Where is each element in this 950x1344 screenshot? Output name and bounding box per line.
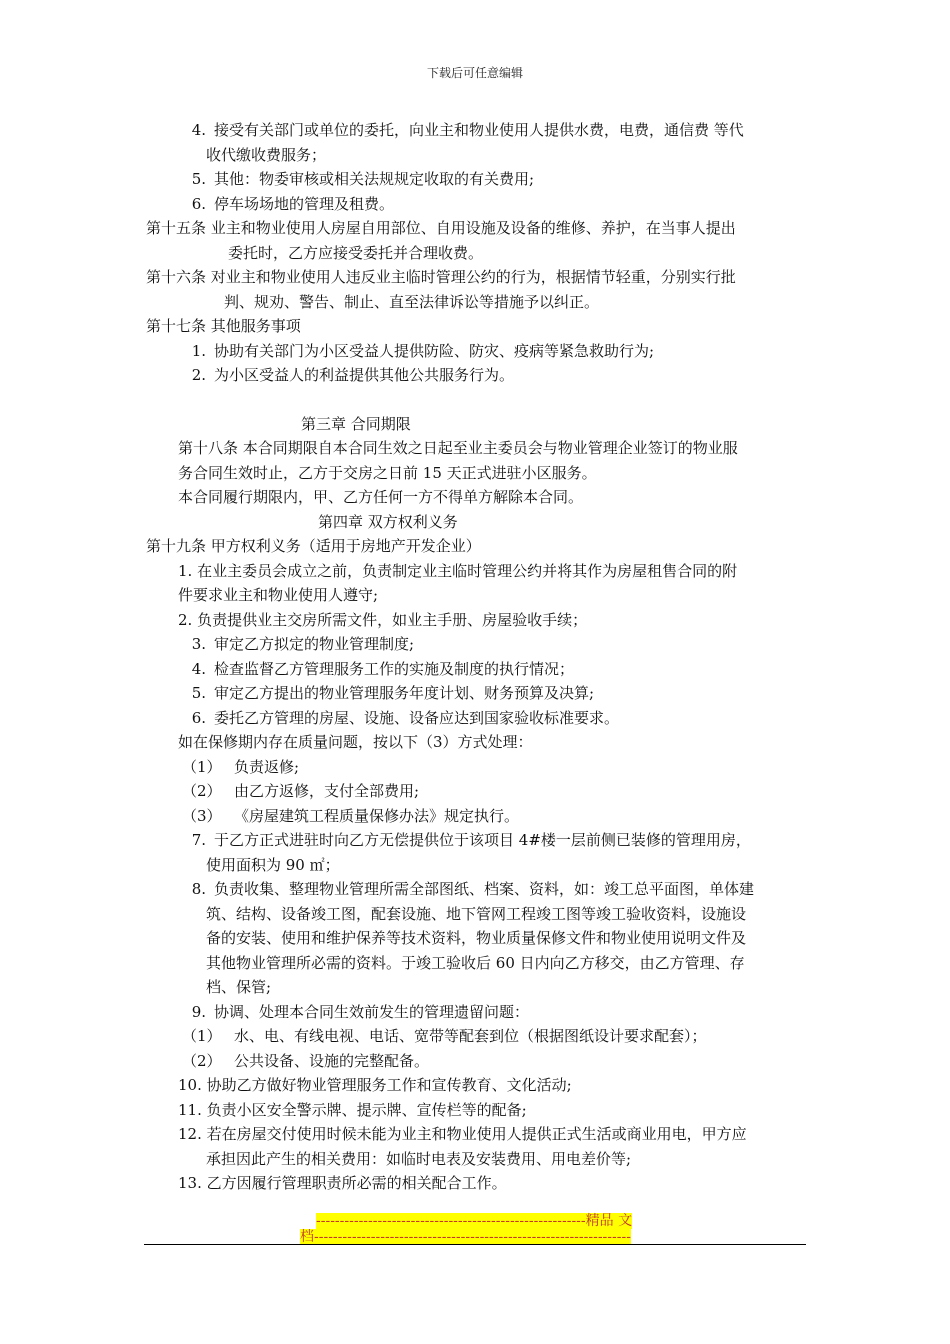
- sub-item-number: （1）: [182, 1027, 222, 1045]
- sub-item-text: 由乙方返修，支付全部费用;: [234, 782, 420, 800]
- item-text: 负责收集、整理物业管理所需全部图纸、档案、资料，如：竣工总平面图，单体建: [214, 880, 755, 898]
- article-15-continuation: 委托时，乙方应接受委托并合理收费。: [228, 243, 484, 262]
- list-item: [146, 1000, 808, 1025]
- list-item: [146, 363, 808, 388]
- list-item-continuation: 承担因此产生的相关费用：如临时电表及安装费用、用电差价等;: [206, 1149, 632, 1168]
- sub-item-text: 《房屋建筑工程质量保修办法》规定执行。: [234, 806, 520, 825]
- item-text: 检查监督乙方管理服务工作的实施及制度的执行情况；: [214, 659, 575, 678]
- article-17: 第十七条 其他服务事项: [146, 317, 301, 335]
- list-item: 2. 负责提供业主交房所需文件，如业主手册、房屋验收手续；: [178, 610, 588, 629]
- list-item-continuation: 其他物业管理所必需的资料。于竣工验收后 60 日内向乙方移交，由乙方管理、存: [206, 953, 745, 972]
- sub-item-number: （3）: [182, 806, 222, 825]
- item-number: 1.: [191, 341, 206, 360]
- article-18-paragraph: 本合同履行期限内，甲、乙方任何一方不得单方解除本合同。: [178, 488, 584, 506]
- sub-item-number: （2）: [182, 1051, 222, 1070]
- item-number: 5.: [191, 170, 206, 188]
- item-number: 5.: [191, 684, 206, 702]
- list-item-continuation: 收代缴收费服务；: [206, 145, 327, 164]
- paragraph: 如在保修期内存在质量问题，按以下（3）方式处理：: [178, 733, 533, 751]
- item-text: 审定乙方拟定的物业管理制度;: [214, 635, 415, 653]
- sub-item-number: （1）: [182, 757, 222, 776]
- footer-divider: [144, 1244, 806, 1245]
- item-number: 9.: [191, 1002, 206, 1021]
- article-16: 第十六条 对业主和物业使用人违反业主临时管理公约的行为，根据情节轻重，分别实行批: [146, 268, 736, 286]
- article-19: 第十九条 甲方权利义务（适用于房地产开发企业）: [146, 537, 481, 555]
- item-text: 其他：物委审核或相关法规规定收取的有关费用;: [214, 170, 535, 188]
- sub-item-number: （2）: [182, 782, 222, 800]
- list-item: [146, 657, 808, 682]
- sub-item-text: 水、电、有线电视、电话、宽带等配套到位（根据图纸设计要求配套）；: [234, 1027, 707, 1045]
- list-item-continuation: 档、保管;: [206, 978, 272, 996]
- chapter-4-heading: 第四章 双方权利义务: [318, 512, 458, 531]
- footer-line-2: 档-------------------------------------------------------------------: [300, 1229, 631, 1245]
- item-text: 委托乙方管理的房屋、设施、设备应达到国家验收标准要求。: [214, 708, 620, 727]
- list-item-continuation: 使用面积为 90 ㎡；: [206, 855, 340, 874]
- sub-item: [146, 755, 808, 780]
- sub-item-text: 负责返修;: [234, 757, 300, 776]
- sub-item: [146, 1049, 808, 1074]
- list-item: [146, 118, 808, 143]
- footer-watermark: [300, 1213, 650, 1245]
- list-item: 11. 负责小区安全警示牌、提示牌、宣传栏等的配备;: [178, 1100, 527, 1119]
- article-18: 第十八条 本合同期限自本合同生效之日起至业主委员会与物业管理企业签订的物业服: [178, 439, 738, 457]
- item-number: 2.: [191, 366, 206, 384]
- list-item: [146, 167, 808, 192]
- list-item: 12. 若在房屋交付使用时候未能为业主和物业使用人提供正式生活或商业用电，甲方应: [178, 1125, 747, 1143]
- document-body: [146, 118, 808, 1196]
- list-item: [146, 877, 808, 902]
- page-header: 下载后可任意编辑: [426, 66, 523, 80]
- item-number: 7.: [191, 831, 206, 849]
- item-number: 8.: [191, 880, 206, 898]
- item-number: 4.: [191, 659, 206, 678]
- item-text: 接受有关部门或单位的委托，向业主和物业使用人提供水费，电费，通信费 等代: [214, 121, 744, 139]
- list-item: 10. 协助乙方做好物业管理服务工作和宣传教育、文化活动;: [178, 1076, 572, 1094]
- list-item-continuation: 件要求业主和物业使用人遵守;: [178, 586, 379, 604]
- chapter-3-heading: 第三章 合同期限: [301, 414, 411, 433]
- article-15: 第十五条 业主和物业使用人房屋自用部位、自用设施及设备的维修、养护，在当事人提出: [146, 219, 736, 237]
- list-item: 13. 乙方因履行管理职责所必需的相关配合工作。: [178, 1174, 507, 1192]
- list-item: [146, 192, 808, 217]
- item-number: 3.: [191, 635, 206, 653]
- item-number: 6.: [191, 708, 206, 727]
- article-16-continuation: 判、规劝、警告、制止、直至法律诉讼等措施予以纠正。: [224, 292, 600, 311]
- item-text: 协调、处理本合同生效前发生的管理遗留问题：: [214, 1002, 530, 1021]
- item-text: 审定乙方提出的物业管理服务年度计划、财务预算及决算;: [214, 684, 595, 702]
- list-item: [146, 681, 808, 706]
- item-text: 为小区受益人的利益提供其他公共服务行为。: [214, 366, 515, 384]
- list-item: [146, 706, 808, 731]
- footer-line-1: ---------------------------------------------------------精品 文: [316, 1213, 633, 1229]
- sub-item: [146, 804, 808, 829]
- list-item: 1. 在业主委员会成立之前，负责制定业主临时管理公约并将其作为房屋租售合同的附: [178, 561, 738, 580]
- sub-item-text: 公共设备、设施的完整配备。: [234, 1051, 430, 1070]
- article-18-continuation: 务合同生效时止，乙方于交房之日前 15 天正式进驻小区服务。: [178, 463, 597, 482]
- item-text: 停车场场地的管理及租费。: [214, 194, 395, 213]
- item-number: 6.: [191, 194, 206, 213]
- item-text: 协助有关部门为小区受益人提供防险、防灾、疫病等紧急救助行为;: [214, 341, 655, 360]
- sub-item: [146, 779, 808, 804]
- list-item-continuation: 备的安装、使用和维护保养等技术资料，物业质量保修文件和物业使用说明文件及: [206, 929, 747, 947]
- list-item-continuation: 筑、结构、设备竣工图，配套设施、地下管网工程竣工图等竣工验收资料，设施设: [206, 904, 747, 923]
- sub-item: [146, 1024, 808, 1049]
- item-text: 于乙方正式进驻时向乙方无偿提供位于该项目 4#楼一层前侧已装修的管理用房，: [214, 831, 751, 849]
- list-item: [146, 632, 808, 657]
- item-number: 4.: [191, 121, 206, 139]
- list-item: [146, 339, 808, 364]
- list-item: [146, 828, 808, 853]
